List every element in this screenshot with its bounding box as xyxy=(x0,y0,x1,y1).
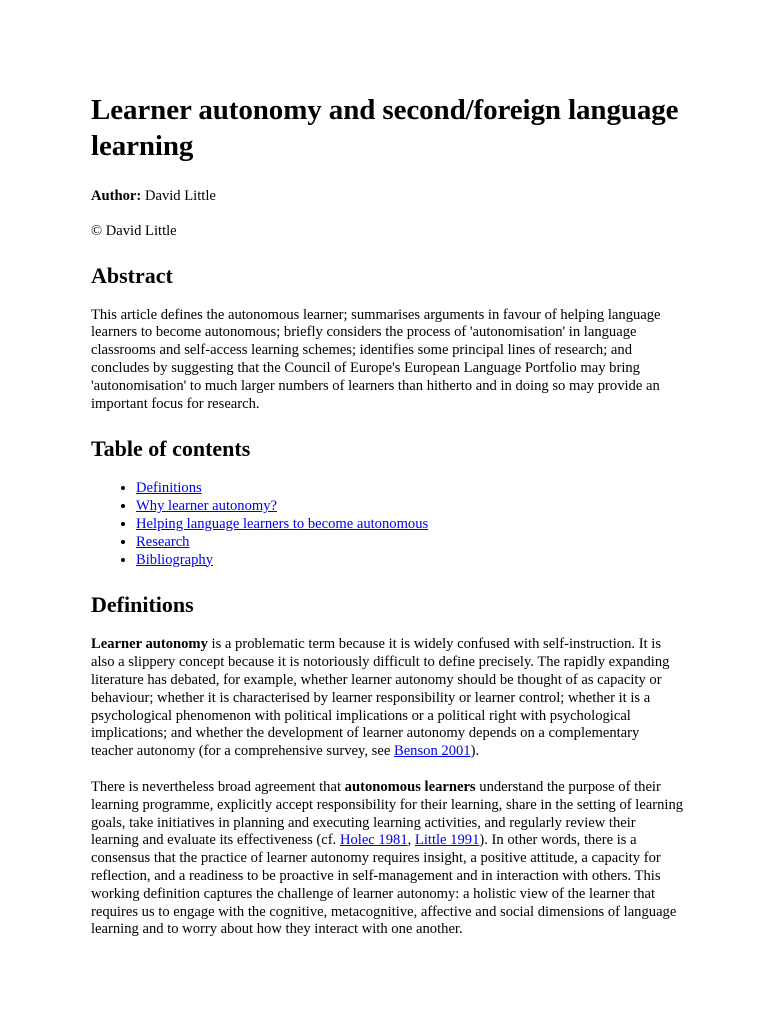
toc-link-definitions[interactable]: Definitions xyxy=(136,480,202,497)
toc-item xyxy=(136,552,684,570)
toc-list xyxy=(91,480,684,569)
toc-link-research[interactable]: Research xyxy=(136,533,190,550)
author-label: Author: xyxy=(91,188,142,204)
toc-item xyxy=(136,534,684,552)
term-autonomous-learners: autonomous learners xyxy=(344,778,476,795)
toc-item xyxy=(136,498,684,516)
term-learner-autonomy: Learner autonomy xyxy=(91,636,208,653)
abstract-text: This article defines the autonomous learner; summarises arguments in favour of helping language learners to become autonomous; briefly considers the process of 'autonomisation' in language classrooms and self-access learning schemes; identifies some principal lines of research; and concludes by suggesting that the Council of Europe's European Language Portfolio may bring 'autonomisation' to much larger numbers of learners than hitherto and in doing so may provide an important focus for research. xyxy=(91,306,661,412)
toc-link-helping-learners[interactable]: Helping language learners to become autonomous xyxy=(136,515,429,532)
definitions-paragraph-2 xyxy=(91,779,684,939)
page-title: Learner autonomy and second/foreign language learning xyxy=(91,94,679,162)
definitions-paragraph-1 xyxy=(91,636,684,761)
paragraph-text: There is nevertheless broad agreement that xyxy=(91,778,345,795)
toc-item xyxy=(136,480,684,498)
toc-item xyxy=(136,516,684,534)
copyright-line: © David Little xyxy=(91,222,177,239)
citation-link-little-1991[interactable]: Little 1991 xyxy=(414,832,480,849)
paragraph-text: is a problematic term because it is widely confused with self-instruction. It is also a slippery concept because it is notoriously difficult to define precisely. The rapidly expanding literature has debated, for example, whether learner autonomy should be thought of as capacity or behaviour; whether it is characterised by learner responsibility or learner control; whether it is a psychological phenomenon with political implications or a political right with psychological implications; and whether the development of learner autonomy depends on a complementary teacher autonomy (for a comprehensive survey, see xyxy=(91,636,670,760)
toc-link-why-learner-autonomy[interactable]: Why learner autonomy? xyxy=(136,498,278,515)
paragraph-text: ). In other words, there is a consensus that the practice of learner autonomy requires insight, a positive attitude, a capacity for reflection, and a readiness to be proactive in self-management and in interaction with others. This working definition captures the challenge of learner autonomy: a holistic view of the learner that requires us to engage with the cognitive, metacognitive, affective and social dimensions of language learning and to worry about how they interact with one another. xyxy=(91,832,677,938)
toc-link-bibliography[interactable]: Bibliography xyxy=(136,551,214,568)
citation-link-benson-2001[interactable]: Benson 2001 xyxy=(393,743,471,760)
definitions-heading: Definitions xyxy=(91,592,194,618)
paragraph-text: ). xyxy=(470,743,480,760)
author-name: David Little xyxy=(144,188,216,204)
abstract-heading: Abstract xyxy=(91,262,173,288)
paragraph-text: understand the purpose of their learning programme, explicitly accept responsibility for their learning, share in the setting of learning goals, take initiatives in planning and executing learning activities, and regularly review their learning and evaluate its effectiveness (cf. xyxy=(91,778,684,849)
author-line xyxy=(91,188,684,206)
citation-separator: , xyxy=(407,832,415,849)
toc-heading: Table of contents xyxy=(91,436,251,462)
citation-link-holec-1981[interactable]: Holec 1981 xyxy=(339,832,408,849)
